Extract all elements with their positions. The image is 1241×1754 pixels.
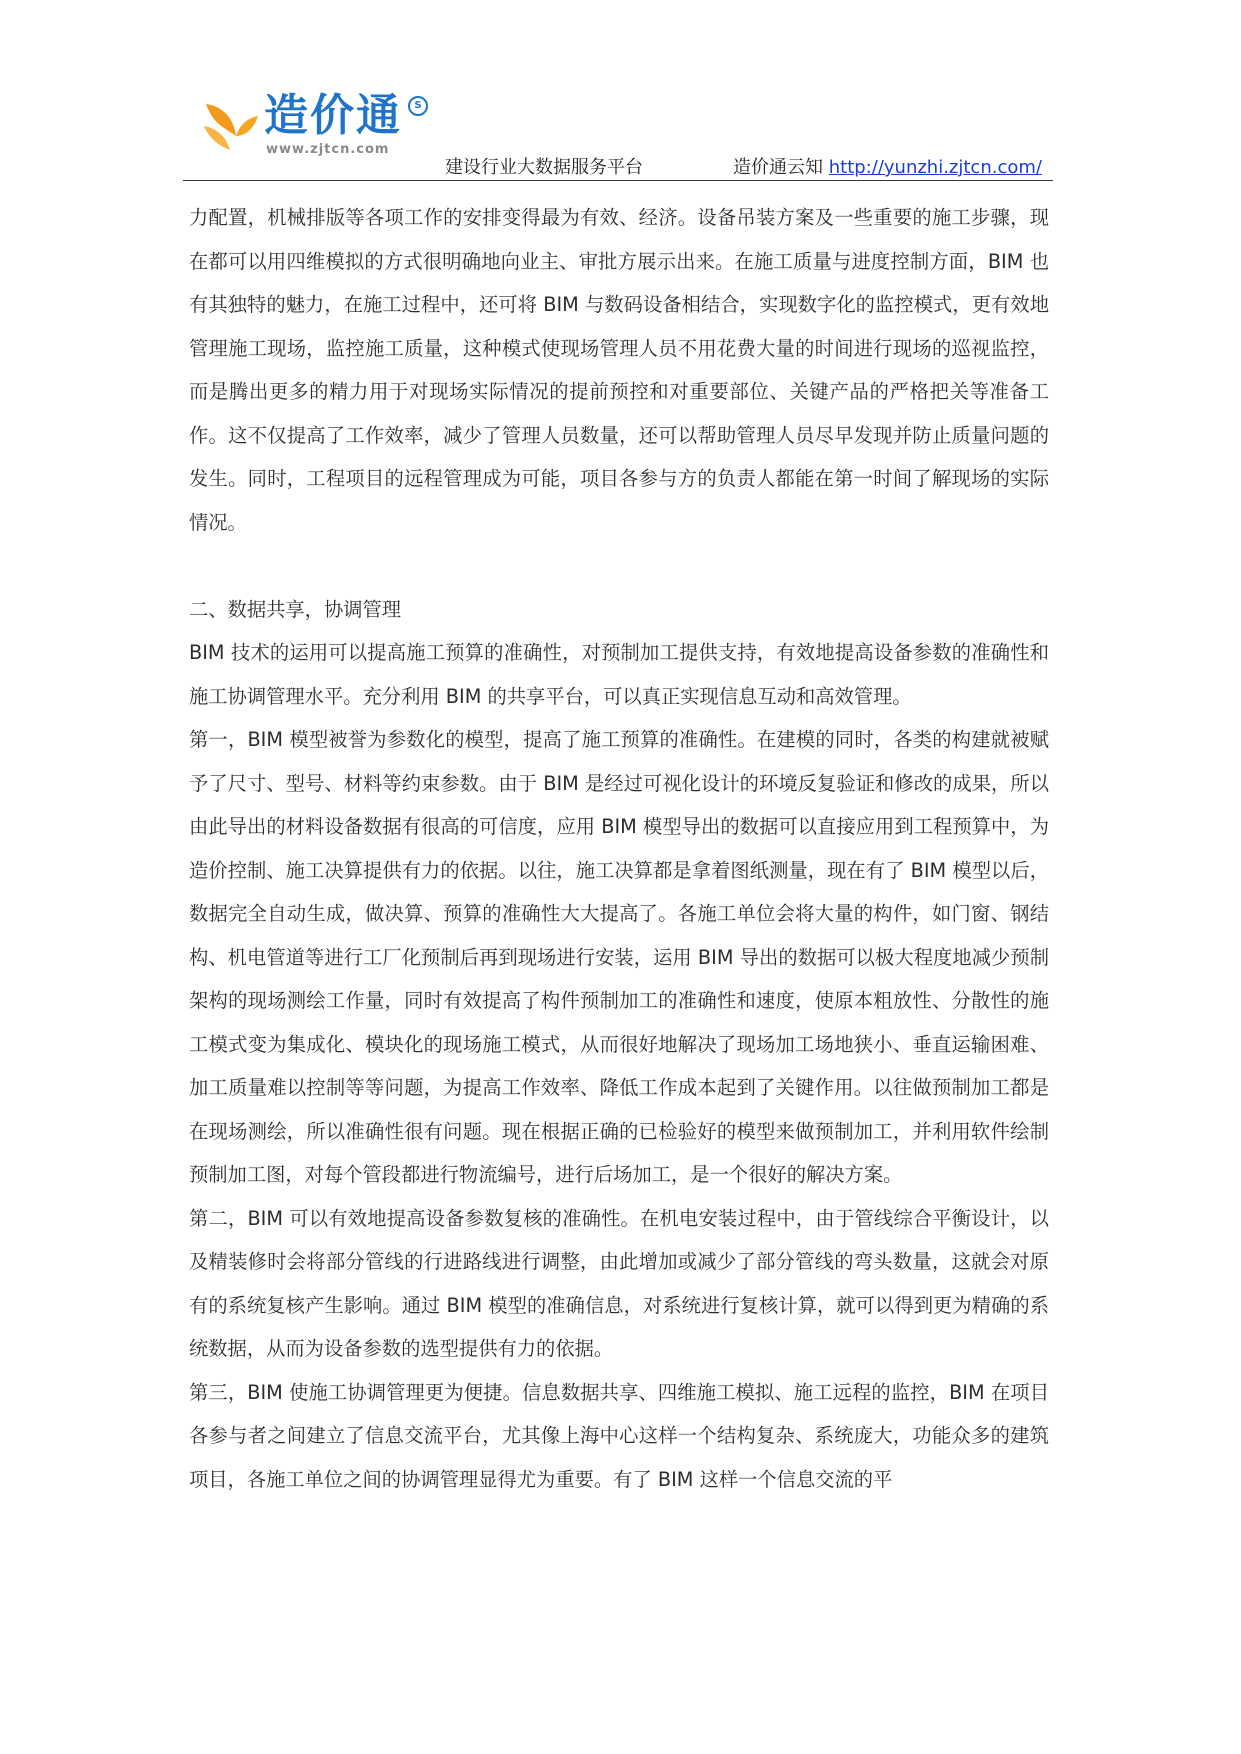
paragraph: 第一，BIM 模型被誉为参数化的模型，提高了施工预算的准确性。在建模的同时，各类的构建就被赋予了尺寸、型号、材料等约束参数。由于 BIM 是经过可视化设计的环境反复验证和修改的成果，所以由此导出的材料设备数据有很高的可信度，应用 BIM 模型导出的数据可以直接应用到工程预算中，为造价控制、施工决算提供有力的依据。以往，施工决算都是拿着图纸测量，现在有了 BIM 模型以后，数据完全自动生成，做决算、预算的准确性大大提高了。各施工单位会将大量的构件，如门窗、钢结构、机电管道等进行工厂化预制后再到现场进行安装，运用 BIM 导出的数据可以极大程度地减少预制架构的现场测绘工作量，同时有效提高了构件预制加工的准确性和速度，使原本粗放性、分散性的施工模式变为集成化、模块化的现场施工模式，从而很好地解决了现场加工场地狭小、垂直运输困难、加工质量难以控制等等问题，为提高工作效率、降低工作成本起到了关键作用。以往做预制加工都是在现场测绘，所以准确性很有问题。现在根据正确的已检验好的模型来做预制加工，并利用软件绘制预制加工图，对每个管段都进行物流编号，进行后场加工，是一个很好的解决方案。 bbox=[189, 728, 1049, 1186]
brand-url: www.zjtcn.com bbox=[266, 142, 390, 157]
header-divider bbox=[183, 180, 1053, 181]
brand-registered-icon: S bbox=[408, 96, 428, 116]
paragraph-gap bbox=[189, 544, 1049, 588]
section-heading: 二、数据共享，协调管理 bbox=[189, 597, 402, 621]
paragraph: 力配置，机械排版等各项工作的安排变得最为有效、经济。设备吊装方案及一些重要的施工步骤，现在都可以用四维模拟的方式很明确地向业主、审批方展示出来。在施工质量与进度控制方面，BIM 也有其独特的魅力，在施工过程中，还可将 BIM 与数码设备相结合，实现数字化的监控模式，更有效地管理施工现场，监控施工质量，这种模式使现场管理人员不用花费大量的时间进行现场的巡视监控，而是腾出更多的精力用于对现场实际情况的提前预控和对重要部位、关键产品的严格把关等准备工作。这不仅提高了工作效率，减少了管理人员数量，还可以帮助管理人员尽早发现并防止质量问题的发生。同时，工程项目的远程管理成为可能，项目各参与方的负责人都能在第一时间了解现场的实际情况。 bbox=[189, 206, 1049, 534]
paragraph: BIM 技术的运用可以提高施工预算的准确性，对预制加工提供支持，有效地提高设备参数的准确性和施工协调管理水平。充分利用 BIM 的共享平台，可以真正实现信息互动和高效管理。 bbox=[189, 641, 1049, 708]
header-cloud bbox=[733, 153, 1042, 179]
cloud-link[interactable]: http://yunzhi.zjtcn.com/ bbox=[828, 157, 1042, 178]
cloud-label: 造价通云知 bbox=[733, 157, 823, 178]
paragraph: 第二，BIM 可以有效地提高设备参数复核的准确性。在机电安装过程中，由于管线综合平衡设计，以及精装修时会将部分管线的行进路线进行调整，由此增加或减少了部分管线的弯头数量，这就会对原有的系统复核产生影响。通过 BIM 模型的准确信息，对系统进行复核计算，就可以得到更为精确的系统数据，从而为设备参数的选型提供有力的依据。 bbox=[189, 1206, 1049, 1360]
brand-name: 造价通 bbox=[264, 90, 402, 141]
paragraph: 第三，BIM 使施工协调管理更为便捷。信息数据共享、四维施工模拟、施工远程的监控，BIM 在项目各参与者之间建立了信息交流平台，尤其像上海中心这样一个结构复杂、系统庞大，功能众多的建筑项目，各施工单位之间的协调管理显得尤为重要。有了 BIM 这样一个信息交流的平 bbox=[189, 1380, 1049, 1491]
butterfly-logo-icon bbox=[200, 96, 262, 158]
document-body bbox=[189, 196, 1049, 1501]
header-tagline: 建设行业大数据服务平台 bbox=[445, 157, 643, 178]
page-header bbox=[0, 0, 1241, 185]
brand-logo[interactable] bbox=[200, 90, 440, 168]
